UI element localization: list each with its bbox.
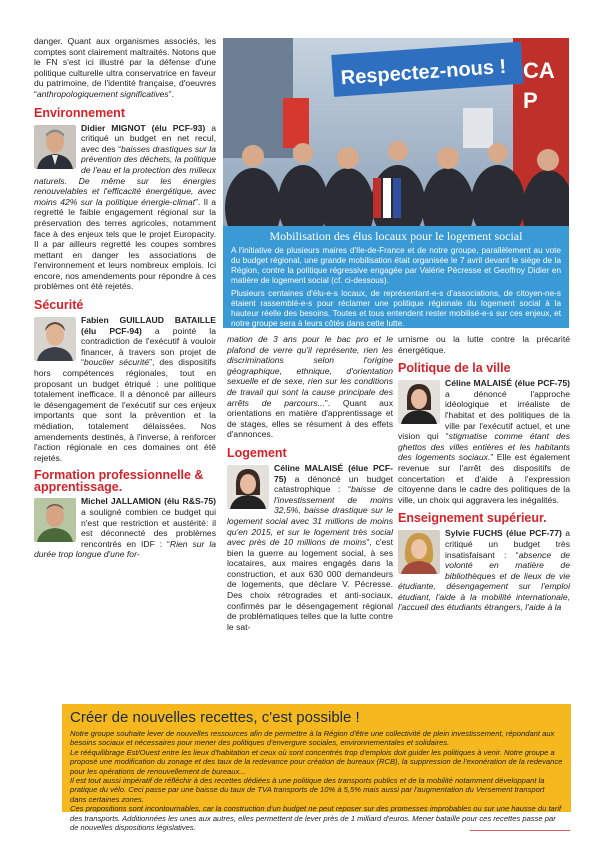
caption-title: Mobilisation des élus locaux pour le logement social xyxy=(269,229,523,243)
section-title-logement: Logement xyxy=(227,445,287,460)
securite-paragraph: Fabien GUILLAUD BATAILLE (élu PCF-94) a pointé la contradiction de l'exécutif à vouloir financer, à travers son projet de “bouclier sécurité”, des dispositifs hors compétences régionales, tout en proposant un budget étriqué : une politique totalement inefficace. Il a dénoncé par ailleurs le désengagement de l'exécutif sur ces enjeux importants que sont la prévention et la médiation, totalement délaissées. Nos amendements destinés, à l'inverse, à renforcer l'action régionale en ces domaines ont été rejetés. xyxy=(34,315,216,463)
column-middle xyxy=(227,334,393,632)
recettes-paragraph-3: Il est tout aussi impératif de réfléchir à des recettes dédiées à une politique des transports publics et de la mobilité notamment développant la pratique du vélo. Ceci passe par une baisse du taux de TVA transports de 10% à 5,5% mais aussi par l'augmentation du Versement transport dans certaines zones. xyxy=(70,776,545,804)
formation-paragraph: Michel JALLAMION (élu R&S-75) a souligné combien ce budget qui n'est que restriction et austérité: il est déconnecté des problèmes rencontrés en IDF : “Rien sur la durée trop longue d'une for- xyxy=(34,496,217,560)
svg-text:Respectez-nous !: Respectez-nous ! xyxy=(340,55,507,90)
politique-ville-paragraph: Céline MALAISÉ (élue PCF-75) a dénoncé l'approche idéologique et irréaliste de l'habitat et des politiques de la ville par l'exécutif actuel, et une vision qui “stigmatise comme étant des ghettos des villes entières et les habitants des logements sociaux.” Elle est également revenue sur l'arrêt des dispositifs de concertation et d'aide à l'expression citoyenne dans le cadre des politiques de la ville, un choix qui aggravera les inégalités. xyxy=(398,378,571,505)
author-celine-malaise-ville: Céline MALAISÉ (élue PCF-75) xyxy=(445,378,570,389)
column-right xyxy=(398,334,570,613)
footer-divider xyxy=(470,830,570,831)
author-michel-jallamion: Michel JALLAMION (élu R&S-75) xyxy=(81,496,216,507)
recettes-paragraph-2: Le rééquilibrage Est/Ouest entre les lieux d'habitation et ceux où sont concentrés trop d'emplois doit guider les politiques à venir. Notre groupe a proposé une modification du zonage et des taux de la redevance pour création de bureaux (RCB), la suppression de l'exonération de la redevance pour les opérations de renouvellement de bureaux... xyxy=(70,747,563,776)
author-celine-malaise-logement: Céline MALAISÉ (élue PCF-75) xyxy=(274,462,393,484)
caption-paragraph-2: Plusieurs centaines d'élu-e-s locaux, de représentant-e-s d'associations, de citoyen-ne-s étaient rassemblé-e-s pour réclamer une politique régionale du logement social à la hauteur réelle des besoins. Toutes et tous entendent rester mobilisé-e-s sur ces enjeux, et notre groupe sera à leurs côtés dans cette lutte. xyxy=(231,289,561,328)
author-didier-mignot: Didier MIGNOT (élu PCF-93) xyxy=(81,122,206,133)
section-title-securite: Sécurité xyxy=(34,298,84,313)
caption-paragraph-1: A l'initiative de plusieurs maires d'Ile-de-France et de notre groupe, parallèlement au vote du budget régional, une grande mobilisation était organisée le 7 avril devant le siège de la Région, contre la politique régressive engagée par Valérie Pécresse et Geoffroy Didier en matière de logement social (cf. ci-dessous). xyxy=(231,246,561,285)
avatar-celine-malaise-2 xyxy=(398,380,440,424)
recettes-title: Créer de nouvelles recettes, c'est possible ! xyxy=(70,709,360,726)
section-title-formation: Formation professionnelle & apprentissage. xyxy=(34,468,204,495)
recettes-paragraph-1: Notre groupe souhaite lever de nouvelles ressources afin de permettre à la Région d'être une collectivité de plein investissement, répondant aux besoins sociaux et nécessaires pour mener des politiques d'envergure sociales, environnementales et solidaires. xyxy=(70,729,555,748)
column-left xyxy=(34,36,216,560)
author-fabien-guillaud-bataille: Fabien GUILLAUD BATAILLE (élu PCF-94) xyxy=(81,315,216,336)
recettes-box xyxy=(62,704,571,833)
section-title-politique-ville: Politique de la ville xyxy=(398,361,511,376)
logement-paragraph: Céline MALAISÉ (élue PCF-75) a dénoncé un budget catastrophique : “baisse de l'investissement de moins 32,5%, baisse drastique sur le logement social avec 31 millions de moins qu'en 2015, et sur le logement très social avec près de 10 millions de moins”, c'est bien la guerre au logement social, à ses locataires, aux maires engagés dans la construction, et aux 630 000 demandeurs de logements, que déclare V. Pécresse. Des choix rétrogrades et anti-sociaux, confirmés par le désengagement régional de problématiques telles que la lutte contre le sat- xyxy=(227,462,393,632)
enseignement-paragraph: Sylvie FUCHS (élue PCF-77) a critiqué un budget très insatisfaisant : “absence de volonté en matière de bibliothèques et de lieux de vie étudiante, désengagement sur l'emploi étudiant, l'aide à la mobilité internationale, l'accueil des étudiants étrangers, l'aide à la xyxy=(398,528,570,613)
author-sylvie-fuchs: Sylvie FUCHS (élue PCF-77) xyxy=(445,528,562,539)
svg-text:P: P xyxy=(523,88,538,113)
recettes-paragraph-4: Ces propositions sont incontournables, car la construction d'un budget ne peut reposer sur des promesses improbables ou sur une hausse du tarif des transports. Additionnées les unes aux autres, elles permettent de lever près de 1 milliard d'euros. Mener bataille pour ces recettes passe par de nouvelles dispositions législatives. xyxy=(70,804,562,833)
avatar-sylvie-fuchs xyxy=(398,530,440,574)
section-title-environnement: Environnement xyxy=(34,105,125,120)
intro-paragraph: danger. Quant aux organismes associés, les comptes sont clairement maltraités. Notons que le FN s'est ici illustré par la défense d'une politique culturelle ultra conservatrice en faveur du patrimoine, de l'identité française, d'oeuvres “anthropologiquement significatives”. xyxy=(34,36,216,99)
avatar-michel-jallamion xyxy=(34,498,76,542)
avatar-celine-malaise xyxy=(227,465,269,509)
avatar-fabien-guillaud-bataille xyxy=(34,317,76,361)
section-title-enseignement: Enseignement supérieur. xyxy=(398,511,547,526)
protest-photo xyxy=(223,38,569,226)
environnement-paragraph: Didier MIGNOT (élu PCF-93) a critiqué un budget en net recul, avec des “baisses drastiques sur la prévention des déchets, la politique de l'eau et la protection des milieux naturels. De même sur les énergies renouvelables et l'efficacité énergétique, avec moins 42% sur la politique énergie-climat”. Il a regretté le faible engagement régional sur la préservation des terres agricoles, notamment face à des enjeux tels que le projet Europacity. Il a par ailleurs regretté les coupes sombres mettant en danger les associations de l'environnement et leurs nombreux emplois. Ici encore, nos amendements pour répondre à ces problèmes ont été rejetés. xyxy=(34,122,216,292)
svg-text:CA: CA xyxy=(523,58,555,83)
avatar-didier-mignot xyxy=(34,125,76,169)
photo-caption-box xyxy=(223,226,569,328)
logement-continued: urnisme ou la lutte contre la précarité énergétique. xyxy=(398,334,570,355)
formation-continued: mation de 3 ans pour le bac pro et le plafond de verre qu'il représente, rien les discriminations selon l'origine géographique, ethnique, d'orientation sexuelle et de sexe, rien sur les conditions de travail qui sont la cause principale des arrêts de parcours...”. Quant aux orientations en matière d'apprentissage et de stages, elles se résument à des effets d'annonces. xyxy=(227,334,394,440)
